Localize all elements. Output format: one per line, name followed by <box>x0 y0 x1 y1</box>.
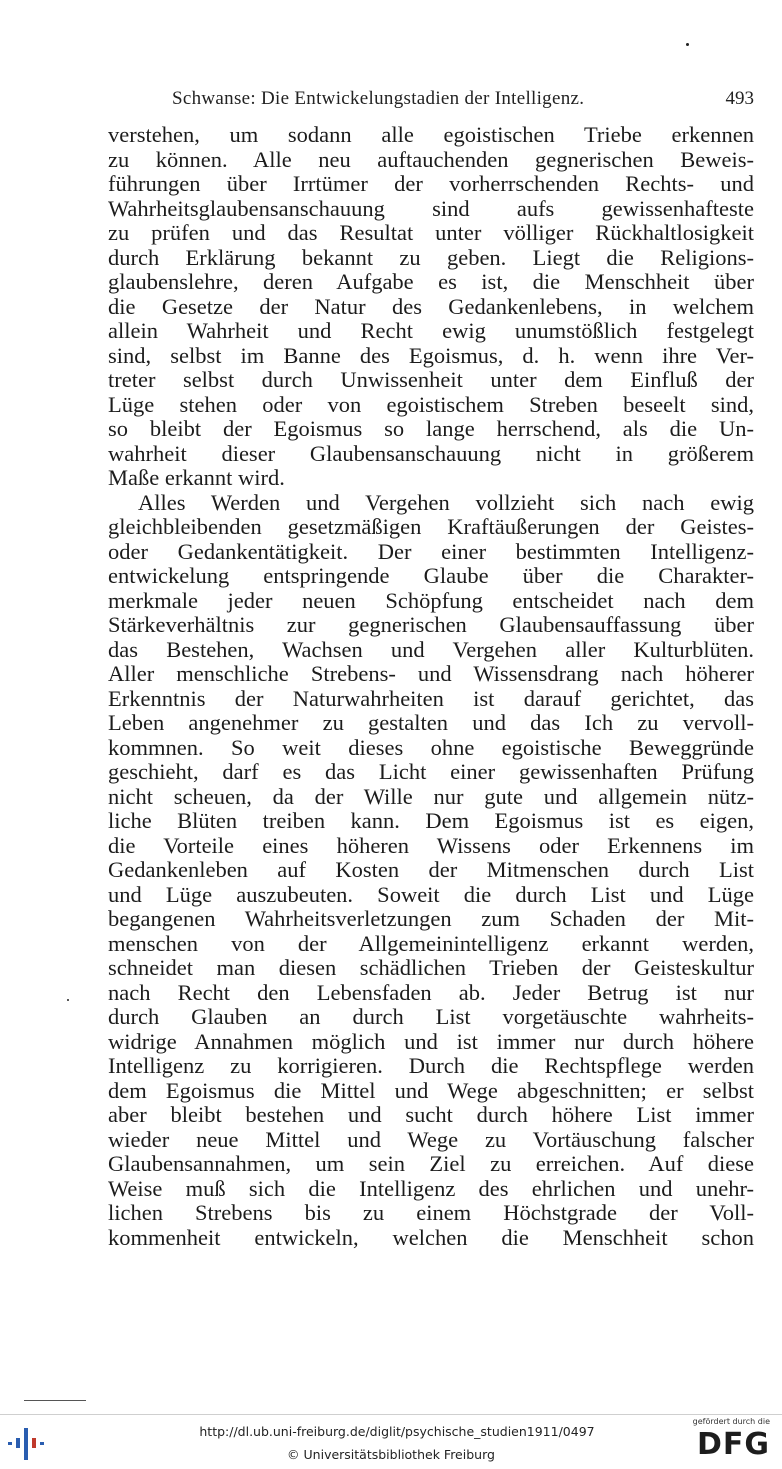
copyright-notice: © Universitätsbibliothek Freiburg <box>287 1447 495 1462</box>
text-line: kommnen. So weit dieses ohne egoistische Beweggründe <box>108 735 754 760</box>
text-line: die Gesetze der Natur des Gedankenlebens, in welchem <box>108 294 754 319</box>
text-line: Weise muß sich die Intelligenz des ehrlichen und unehr- <box>108 1176 754 1201</box>
text-line: Erkenntnis der Naturwahrheiten ist darauf gerichtet, das <box>108 686 754 711</box>
text-line: durch Erklärung bekannt zu geben. Liegt die Religions- <box>108 245 754 270</box>
text-line: so bleibt der Egoismus so lange herrschend, als die Un- <box>108 417 754 441</box>
text-line: geschieht, darf es das Licht einer gewissenhaften Prüfung <box>108 760 754 784</box>
dfg-logo-text: DFG <box>696 1427 770 1462</box>
text-line: führungen über Irrtümer der vorherrschenden Rechts- und <box>108 172 754 196</box>
dfg-logo <box>686 1417 770 1467</box>
text-line: oder Gedankentätigkeit. Der einer bestimmten Intelligenz- <box>108 539 754 564</box>
text-line: lichen Strebens bis zu einem Höchstgrade der Voll- <box>108 1201 754 1225</box>
running-title: Schwanse: Die Entwickelungstadien der Intelligenz. <box>172 88 585 109</box>
source-url[interactable]: http://dl.ub.uni-freiburg.de/diglit/psychische_studien1911/0497 <box>199 1424 595 1439</box>
text-line: nicht scheuen, da der Wille nur gute und allgemein nütz- <box>108 784 754 809</box>
text-line: gleichbleibenden gesetzmäßigen Kraftäußerungen der Geistes- <box>108 515 754 539</box>
page-number: 493 <box>725 88 754 109</box>
text-line: Glaubensannahmen, um sein Ziel zu erreichen. Auf diese <box>108 1152 754 1176</box>
text-line: die Vorteile eines höheren Wissens oder Erkennens im <box>108 833 754 858</box>
text-line: durch Glauben an durch List vorgetäuschte wahrheits- <box>108 1005 754 1029</box>
text-line: begangenen Wahrheitsverletzungen zum Schaden der Mit- <box>108 907 754 931</box>
text-line: allein Wahrheit und Recht ewig unumstößlich festgelegt <box>108 319 754 343</box>
text-line: merkmale jeder neuen Schöpfung entscheidet nach dem <box>108 588 754 613</box>
text-line: kommenheit entwickeln, welchen die Menschheit schon <box>108 1225 754 1250</box>
text-line: zu prüfen und das Resultat unter völliger Rückhaltlosigkeit <box>108 221 754 245</box>
text-line: Stärkeverhältnis zur gegnerischen Glaubensauffassung über <box>108 613 754 637</box>
text-line: Alles Werden und Vergehen vollzieht sich nach ewig <box>138 490 754 515</box>
scan-speck <box>686 43 689 46</box>
text-line: Gedankenleben auf Kosten der Mitmenschen durch List <box>108 858 754 882</box>
footer <box>0 1411 782 1469</box>
text-line: nach Recht den Lebensfaden ab. Jeder Betrug ist nur <box>108 980 754 1005</box>
text-line: glaubenslehre, deren Aufgabe es ist, die Menschheit über <box>108 270 754 294</box>
text-line: Intelligenz zu korrigieren. Durch die Rechtspflege werden <box>108 1054 754 1078</box>
text-line: Aller menschliche Strebens- und Wissensdrang nach höherer <box>108 662 754 686</box>
text-line: aber bleibt bestehen und sucht durch höhere List immer <box>108 1103 754 1127</box>
footer-divider <box>0 1414 782 1415</box>
text-line: wahrheit dieser Glaubensanschauung nicht in größerem <box>108 441 754 466</box>
text-line: treter selbst durch Unwissenheit unter dem Einfluß der <box>108 368 754 392</box>
running-header <box>108 88 754 116</box>
scan-speck <box>67 999 69 1001</box>
text-line: und Lüge auszubeuten. Soweit die durch List und Lüge <box>108 882 754 907</box>
text-line: Wahrheitsglaubensanschauung sind aufs gewissenhafteste <box>108 196 754 221</box>
footnote-rule <box>24 1400 86 1401</box>
text-line: Lüge stehen oder von egoistischem Streben beseelt sind, <box>108 392 754 417</box>
text-line: wieder neue Mittel und Wege zu Vortäuschung falscher <box>108 1127 754 1152</box>
body-text <box>108 123 754 1250</box>
text-line: entwickelung entspringende Glaube über die Charakter- <box>108 564 754 588</box>
text-line: das Bestehen, Wachsen und Vergehen aller Kulturblüten. <box>108 637 754 662</box>
text-line: menschen von der Allgemeinintelligenz erkannt werden, <box>108 931 754 956</box>
text-line: Maße erkannt wird. <box>108 466 285 490</box>
text-line: liche Blüten treiben kann. Dem Egoismus ist es eigen, <box>108 809 754 833</box>
text-line: sind, selbst im Banne des Egoismus, d. h. wenn ihre Ver- <box>108 343 754 368</box>
text-line: dem Egoismus die Mittel und Wege abgeschnitten; er selbst <box>108 1078 754 1103</box>
text-line: Leben angenehmer zu gestalten und das Ich zu vervoll- <box>108 711 754 735</box>
dfg-caption: gefördert durch die <box>692 1417 770 1426</box>
text-line: zu können. Alle neu auftauchenden gegnerischen Beweis- <box>108 147 754 172</box>
text-line: widrige Annahmen möglich und ist immer nur durch höhere <box>108 1029 754 1054</box>
text-line: verstehen, um sodann alle egoistischen Triebe erkennen <box>108 123 754 147</box>
text-line: schneidet man diesen schädlichen Trieben der Geisteskultur <box>108 956 754 980</box>
